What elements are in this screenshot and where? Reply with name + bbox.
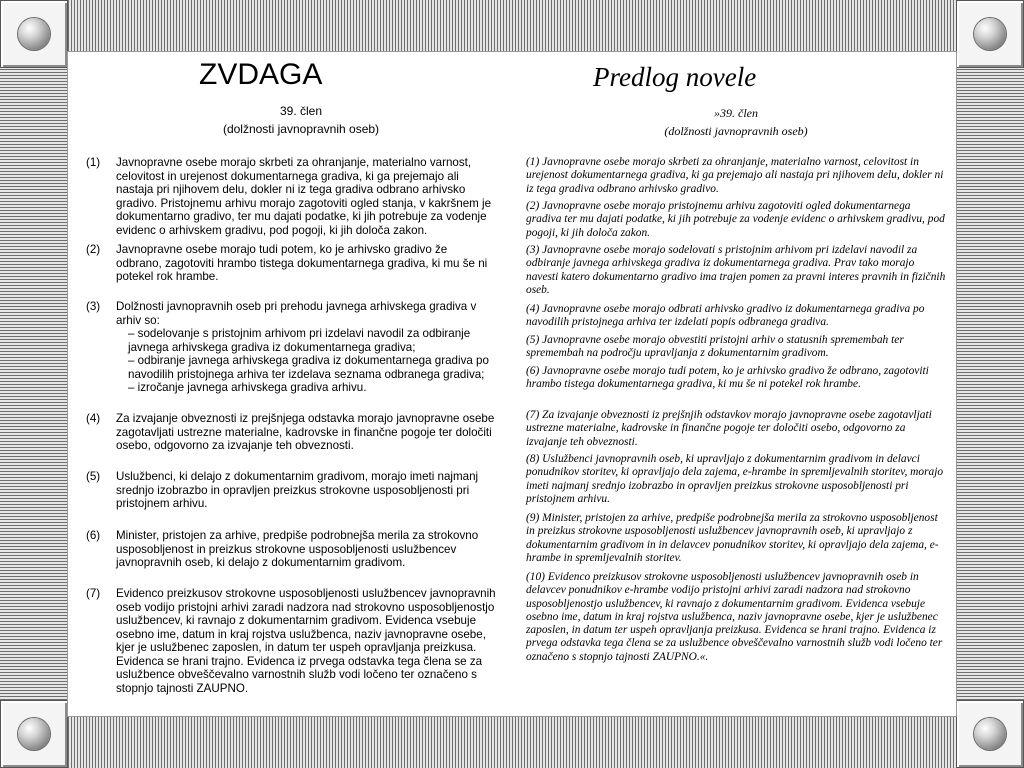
slide-page <box>68 52 956 716</box>
paragraph-text: Javnopravne osebe morajo skrbeti za ohranjanje, materialno varnost, celovitost in urejenost dokumentarnega gradiva, ki ga prejemajo ali nastaja pri njihovem delu, dokler ni iz tega gradiva odbrano arhivsko gradivo. Pristojnemu arhivu morajo zagotoviti ogled stanja, v kakršnem je dokumentarno gradivo, ter mu dajati podatke, ki jih potrebuje za vodenje evidenc o arhivskem gradivu, pod pogoji, ki jih določa zakon. <box>116 156 492 237</box>
knob-icon <box>974 718 1006 750</box>
frame-right <box>956 68 1024 700</box>
knob-icon <box>18 18 50 50</box>
proposed-paragraph: (9) Minister, pristojen za arhive, predpiše podrobnejša merila za strokovno usposobljenost in preizkus strokovne usposobljenosti uslužbencev javnopravnih oseb, ki upravljajo z dokumentarnim gradivom in in delavcev ponudnikov storitev, ki opravljajo dela zajema, e-hrambe in spremljevalnih storitev. <box>526 512 939 564</box>
proposed-paragraph: (2) Javnopravne osebe morajo pristojnemu arhivu zagotoviti ogled dokumentarnega gradiva ter mu dajati podatke, ki jih potrebuje za vodenje evidenc o arhivskem gradivu, pod pogoji, ki jih določa zakon. <box>526 200 945 239</box>
knob-icon <box>974 18 1006 50</box>
current-paragraph <box>86 529 496 570</box>
paragraph-bullet: – izročanje javnega arhivskega gradiva arhivu. <box>128 381 367 394</box>
paragraph-number: (1) <box>86 156 101 169</box>
frame-corner-bottom-left <box>0 700 68 768</box>
paragraph-bullet: – odbiranje javnega arhivskega gradiva iz dokumentarnega gradiva po navodilih pristojnega arhiva ter izdelava seznama odbranega gradiva; <box>128 354 489 381</box>
frame-left <box>0 68 68 700</box>
current-paragraph <box>86 300 496 395</box>
current-paragraph <box>86 243 496 284</box>
frame-corner-bottom-right <box>956 700 1024 768</box>
proposed-amendment-title: Predlog novele <box>593 62 757 92</box>
current-article-number: 39. člen <box>279 104 323 118</box>
paragraph-number: (4) <box>86 412 101 425</box>
paragraph-number: (6) <box>86 529 101 542</box>
proposed-article-subtitle: (dolžnosti javnopravnih oseb) <box>664 124 808 138</box>
frame-corner-top-right <box>956 0 1024 68</box>
current-law-title: ZVDAGA <box>199 58 323 91</box>
paragraph-number: (3) <box>86 300 101 313</box>
frame-top <box>68 0 956 52</box>
proposed-paragraph: (6) Javnopravne osebe morajo tudi potem, ko je arhivsko gradivo že odbrano, zagotoviti hrambo tistega dokumentarnega gradiva, ki mu še ni potekel rok hrambe. <box>526 365 929 391</box>
paragraph-text: Za izvajanje obveznosti iz prejšnjega odstavka morajo javnopravne osebe zagotavljati ustrezne materialne, kadrovske in finančne pogoje ter določiti osebo, odgovorno za izvajanje teh obveznosti. <box>116 412 495 452</box>
frame-corner-top-left <box>0 0 68 68</box>
paragraph-text: Dolžnosti javnopravnih oseb pri prehodu javnega arhivskega gradiva v arhiv so: <box>116 300 477 327</box>
proposed-paragraph: (1) Javnopravne osebe morajo skrbeti za ohranjanje, materialno varnost, celovitost in urejenost dokumentarnega gradiva, ki ga prejemajo ali nastaja pri njihovem delu, dokler ni iz tega gradiva odbrano arhivsko gradivo. <box>526 156 944 195</box>
paragraph-number: (7) <box>86 587 101 600</box>
current-article-subtitle: (dolžnosti javnopravnih oseb) <box>222 122 380 136</box>
proposed-article-number: »39. člen <box>714 106 758 120</box>
current-paragraph <box>86 156 496 237</box>
paragraph-text: Minister, pristojen za arhive, predpiše podrobnejša merila za strokovno usposobljenost in preizkus strokovne usposobljenosti uslužbencev javnopravnih oseb, ki delajo z dokumentarnim gradivom. <box>116 529 479 569</box>
frame-bottom <box>68 716 956 768</box>
current-paragraph <box>86 587 496 695</box>
proposed-paragraph: (3) Javnopravne osebe morajo sodelovati s pristojnim arhivom pri izdelavi navodil za odbiranje javnega arhivskega gradiva iz dokumentarnega gradiva. Prav tako morajo navesti katero dokumentarno gradivo ima trajen pomen za pravni interes pravnih in fizičnih oseb. <box>526 244 946 296</box>
proposed-paragraph: (4) Javnopravne osebe morajo odbrati arhivsko gradivo iz dokumentarnega gradiva po navodilih pristojnega arhiva ter izdelati popis odbranega gradiva. <box>526 303 925 329</box>
proposed-paragraph: (8) Uslužbenci javnopravnih oseb, ki upravljajo z dokumentarnim gradivom in delavci ponudnikov storitev, ki opravljajo dela zajema, e-hrambe in spremljevalnih storitev, morajo imeti najmanj srednjo izobrazbo in opravljen preizkus strokovne usposobljenosti pri pristojnem arhivu. <box>526 453 944 505</box>
proposed-paragraph: (7) Za izvajanje obveznosti iz prejšnjih odstavkov morajo javnopravne osebe zagotavljati ustrezne materialne, kadrovske in finančne pogoje ter določiti osebo, odgovorno za izvajanje teh obveznosti. <box>526 409 932 448</box>
paragraph-number: (2) <box>86 243 101 256</box>
proposed-paragraph: (10) Evidenco preizkusov strokovne usposobljenosti uslužbencev javnopravnih oseb in delavcev ponudnikov e-hrambe vodijo pristojni arhivi zaradi nadzora nad strokovno usposobljenostjo uslužbencev, ki ravnajo z dokumentarnim gradivom. Evidenca vsebuje osebno ime, datum in kraj rojstva uslužbenca, naziv javnopravne osebe, kjer je uslužbenec zaposlen, in datum ter uspeh opravljanja preizkusa. Evidenca se hrani trajno. Evidenca iz prvega odstavka tega člena se za uslužbence obveščevalno varnostnih služb vodi ločeno ter označeno s stopnjo tajnosti ZAUPNO.«. <box>526 571 943 663</box>
paragraph-bullet: – sodelovanje s pristojnim arhivom pri izdelavi navodil za odbiranje javnega arhivskega gradiva iz dokumentarnega gradiva; <box>128 327 471 354</box>
proposed-paragraph: (5) Javnopravne osebe morajo obvestiti pristojni arhiv o statusnih spremembah ter spremembah na področju upravljanja z dokumentarnim gradivom. <box>526 334 904 360</box>
paragraph-text: Evidenco preizkusov strokovne usposobljenosti uslužbencev javnopravnih oseb vodijo pristojni arhivi zaradi nadzora nad strokovno usposobljenostjo uslužbencev, ki ravnajo z dokumentarnim gradivom. Evidenca vsebuje osebno ime, datum in kraj rojstva uslužbenca, naziv javnopravne osebe, kjer je uslužbenec zaposlen, in datum ter uspeh opravljanja preizkusa. Evidenca se hrani trajno. Evidenca iz prvega odstavka tega člena se za uslužbence obveščevalno varnostnih služb vodi ločeno ter označeno s stopnjo tajnosti ZAUPNO. <box>116 587 496 695</box>
paragraph-text: Uslužbenci, ki delajo z dokumentarnim gradivom, morajo imeti najmanj srednjo izobrazbo in opravljen preizkus strokovne usposobljenosti pri pristojnem arhivu. <box>116 470 479 510</box>
current-paragraph <box>86 412 496 453</box>
current-paragraph <box>86 470 496 511</box>
knob-icon <box>18 718 50 750</box>
paragraph-number: (5) <box>86 470 101 483</box>
paragraph-text: Javnopravne osebe morajo tudi potem, ko je arhivsko gradivo že odbrano, zagotoviti hrambo tistega dokumentarnega gradiva, ki mu še ni potekel rok hrambe. <box>116 243 488 283</box>
